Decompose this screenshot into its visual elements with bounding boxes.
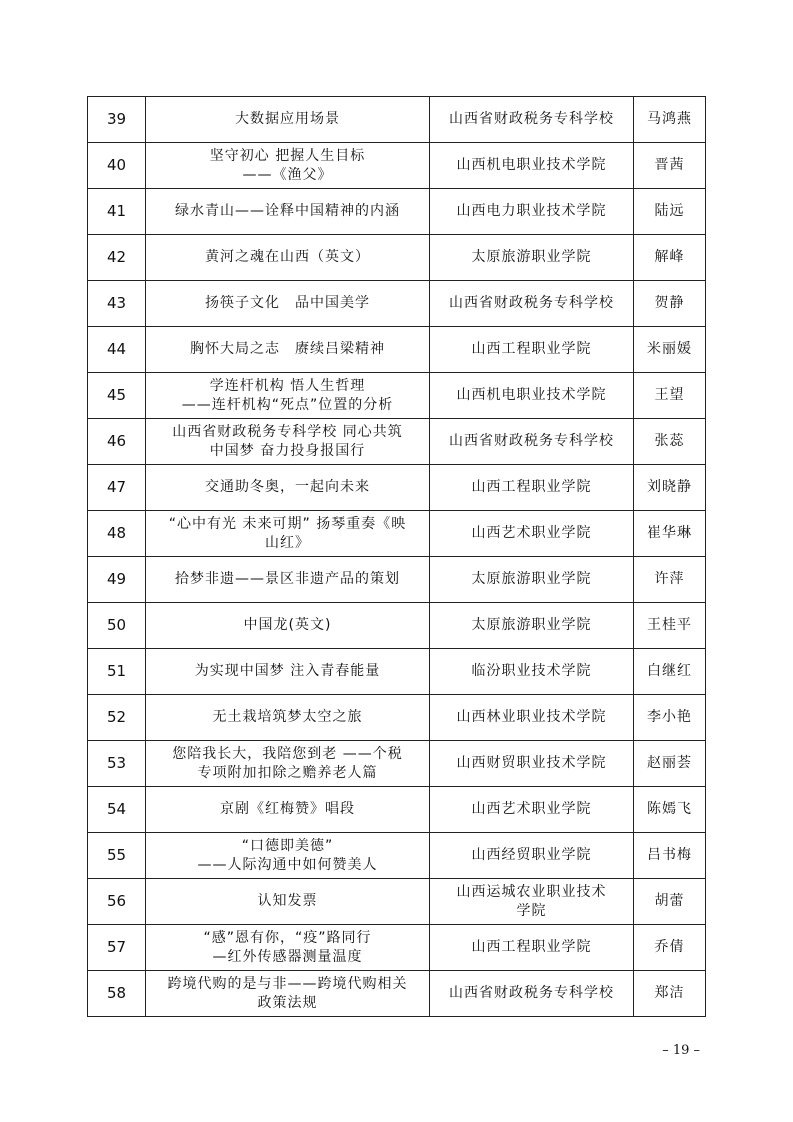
row-number: 48: [88, 511, 146, 557]
table-row: [88, 511, 706, 557]
school-name: [430, 373, 634, 419]
entry-title-line: 无土栽培筑梦太空之旅: [212, 709, 363, 725]
entry-title: [146, 189, 430, 235]
row-number: 41: [88, 189, 146, 235]
school-name-line: 山西经贸职业学院: [471, 847, 592, 863]
school-name: [430, 925, 634, 971]
school-name: [430, 281, 634, 327]
entry-title-line: 拾梦非遗——景区非遗产品的策划: [175, 571, 400, 587]
school-name-line: 山西财贸职业技术学院: [456, 755, 607, 771]
person-name: 贺静: [634, 281, 706, 327]
person-name: 晋茜: [634, 143, 706, 189]
entry-title: [146, 373, 430, 419]
entry-title: [146, 833, 430, 879]
school-name-line: 山西机电职业技术学院: [456, 157, 607, 173]
entry-title-line: 为实现中国梦 注入青春能量: [194, 663, 381, 679]
entry-title: [146, 925, 430, 971]
school-name: [430, 419, 634, 465]
entry-title-line: 学连杆机构 悟人生哲理: [209, 377, 366, 394]
row-number: 54: [88, 787, 146, 833]
school-name: [430, 833, 634, 879]
entry-title-line: ——人际沟通中如何赞美人: [197, 856, 378, 873]
person-name: 胡蕾: [634, 879, 706, 925]
entry-title: [146, 603, 430, 649]
school-name-line: 山西工程职业学院: [471, 479, 592, 495]
entry-title-line: 黄河之魂在山西（英文）: [205, 249, 370, 265]
row-number: 52: [88, 695, 146, 741]
person-name: 刘晓静: [634, 465, 706, 511]
school-name: [430, 695, 634, 741]
school-name-line: 太原旅游职业学院: [471, 249, 592, 265]
school-name-line: 太原旅游职业学院: [471, 617, 592, 633]
school-name-line: 山西艺术职业学院: [471, 801, 592, 817]
school-name-line: 太原旅游职业学院: [471, 571, 592, 587]
entry-title-line: 坚守初心 把握人生目标: [209, 147, 366, 164]
person-name: 马鸿燕: [634, 97, 706, 143]
entry-title: [146, 511, 430, 557]
entry-title-line: 中国龙(英文): [243, 617, 332, 633]
row-number: 50: [88, 603, 146, 649]
entry-title: [146, 235, 430, 281]
school-name: [430, 649, 634, 695]
person-name: 王望: [634, 373, 706, 419]
entry-title: [146, 327, 430, 373]
table-row: [88, 143, 706, 189]
school-name-line: 山西工程职业学院: [471, 341, 592, 357]
row-number: 43: [88, 281, 146, 327]
row-number: 45: [88, 373, 146, 419]
entry-title-line: —红外传感器测量温度: [212, 948, 363, 965]
school-name-line: 山西省财政税务专科学校: [449, 111, 614, 127]
school-name: [430, 879, 634, 925]
entry-title-line: 京剧《红梅赞》唱段: [220, 801, 355, 817]
table-row: [88, 649, 706, 695]
entry-title: [146, 97, 430, 143]
entry-title: [146, 465, 430, 511]
table-row: [88, 971, 706, 1017]
entry-title-line: 您陪我长大，我陪您到老 ——个税: [172, 745, 403, 762]
person-name: 解峰: [634, 235, 706, 281]
row-number: 47: [88, 465, 146, 511]
entry-title: [146, 419, 430, 465]
entry-title: [146, 879, 430, 925]
school-name: [430, 511, 634, 557]
table-row: [88, 235, 706, 281]
person-name: 王桂平: [634, 603, 706, 649]
row-number: 44: [88, 327, 146, 373]
table-row: [88, 373, 706, 419]
person-name: 乔倩: [634, 925, 706, 971]
school-name-line: 山西省财政税务专科学校: [449, 985, 614, 1001]
table-row: [88, 557, 706, 603]
entry-title-line: 专项附加扣除之赡养老人篇: [197, 764, 378, 781]
entry-title: [146, 741, 430, 787]
school-name-line: 学院: [516, 902, 547, 919]
person-name: 吕书梅: [634, 833, 706, 879]
person-name: 许萍: [634, 557, 706, 603]
entry-title-line: 胸怀大局之志 赓续吕梁精神: [190, 341, 385, 357]
entry-title-line: 中国梦 奋力投身报国行: [209, 442, 366, 459]
school-name-line: 山西艺术职业学院: [471, 525, 592, 541]
row-number: 57: [88, 925, 146, 971]
table-row: [88, 879, 706, 925]
entry-title: [146, 649, 430, 695]
entry-title-line: 大数据应用场景: [235, 111, 340, 127]
school-name-line: 山西林业职业技术学院: [456, 709, 607, 725]
school-name: [430, 741, 634, 787]
entry-title-line: 山西省财政税务专科学校 同心共筑: [172, 423, 403, 440]
entry-title: [146, 971, 430, 1017]
row-number: 56: [88, 879, 146, 925]
entry-title-line: “感”恩有你，“疫”路同行: [203, 929, 372, 946]
row-number: 51: [88, 649, 146, 695]
entry-title-line: 认知发票: [257, 893, 318, 909]
school-name: [430, 603, 634, 649]
table-row: [88, 741, 706, 787]
person-name: 陆远: [634, 189, 706, 235]
row-number: 46: [88, 419, 146, 465]
school-name: [430, 971, 634, 1017]
table-row: [88, 787, 706, 833]
school-name-line: 山西省财政税务专科学校: [449, 295, 614, 311]
entry-title-line: ——连杆机构“死点”位置的分析: [181, 396, 394, 413]
entry-title-line: 扬筷子文化 品中国美学: [205, 295, 370, 311]
entry-title-line: 山红》: [265, 534, 310, 551]
table-row: [88, 695, 706, 741]
row-number: 58: [88, 971, 146, 1017]
entry-title-line: 跨境代购的是与非——跨境代购相关: [167, 975, 408, 992]
school-name: [430, 189, 634, 235]
school-name-line: 山西机电职业技术学院: [456, 387, 607, 403]
person-name: 赵丽荟: [634, 741, 706, 787]
entry-title: [146, 143, 430, 189]
row-number: 42: [88, 235, 146, 281]
row-number: 55: [88, 833, 146, 879]
row-number: 49: [88, 557, 146, 603]
person-name: 米丽媛: [634, 327, 706, 373]
school-name: [430, 143, 634, 189]
table-row: [88, 327, 706, 373]
entry-title-line: “心中有光 未来可期” 扬琴重奏《映: [168, 515, 407, 532]
person-name: 崔华琳: [634, 511, 706, 557]
entry-title-line: 交通助冬奥，一起向未来: [205, 479, 370, 495]
school-name: [430, 235, 634, 281]
table-row: [88, 925, 706, 971]
table-row: [88, 189, 706, 235]
entry-title-line: ——《渔父》: [242, 166, 333, 183]
table-row: [88, 97, 706, 143]
person-name: 张蕊: [634, 419, 706, 465]
row-number: 40: [88, 143, 146, 189]
row-number: 39: [88, 97, 146, 143]
school-name: [430, 327, 634, 373]
person-name: 郑洁: [634, 971, 706, 1017]
page-number: – 19 –: [662, 1043, 700, 1058]
table-row: [88, 281, 706, 327]
entry-title: [146, 557, 430, 603]
school-name: [430, 465, 634, 511]
row-number: 53: [88, 741, 146, 787]
award-table: [87, 96, 706, 1017]
school-name-line: 山西电力职业技术学院: [456, 203, 607, 219]
entry-title-line: 绿水青山——诠释中国精神的内涵: [175, 203, 400, 219]
entry-title-line: “口德即美德”: [241, 837, 334, 854]
school-name-line: 山西工程职业学院: [471, 939, 592, 955]
school-name-line: 山西省财政税务专科学校: [449, 433, 614, 449]
entry-title: [146, 695, 430, 741]
person-name: 李小艳: [634, 695, 706, 741]
school-name-line: 临汾职业技术学院: [471, 663, 592, 679]
table-row: [88, 603, 706, 649]
person-name: 陈嫣飞: [634, 787, 706, 833]
entry-title: [146, 787, 430, 833]
school-name: [430, 787, 634, 833]
entry-title-line: 政策法规: [257, 994, 318, 1011]
table-row: [88, 465, 706, 511]
school-name: [430, 557, 634, 603]
person-name: 白继红: [634, 649, 706, 695]
table-row: [88, 419, 706, 465]
entry-title: [146, 281, 430, 327]
school-name: [430, 97, 634, 143]
table-row: [88, 833, 706, 879]
school-name-line: 山西运城农业职业技术: [456, 883, 607, 900]
